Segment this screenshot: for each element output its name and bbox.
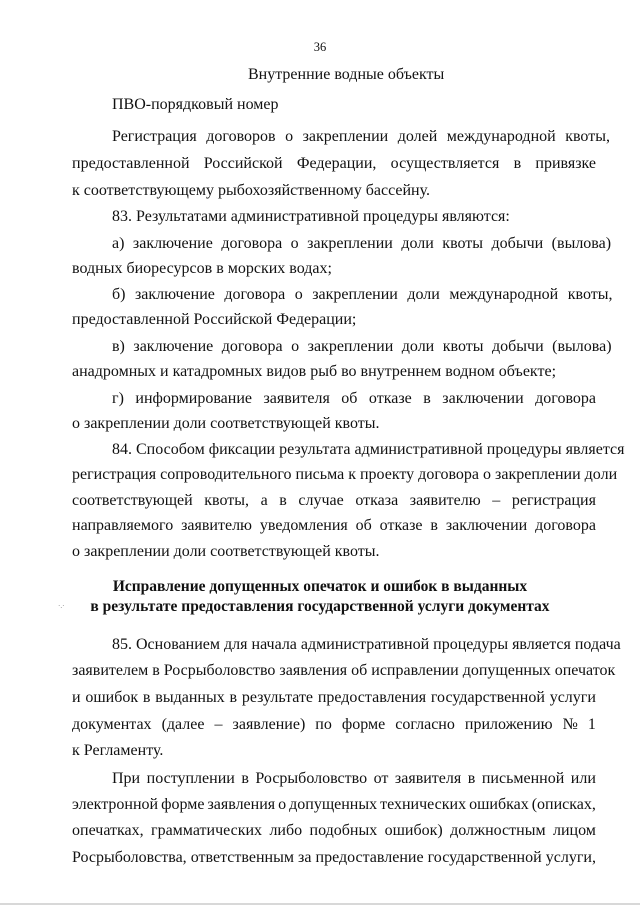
word: (описках, <box>531 796 596 813</box>
word: лицом <box>552 822 596 839</box>
word: за <box>298 849 312 866</box>
word: квоты, <box>204 492 249 509</box>
word: заявителю <box>181 517 253 534</box>
word: привязке <box>535 155 596 172</box>
word: от <box>373 770 389 787</box>
word: опечатках, <box>72 822 144 839</box>
word: При <box>112 770 141 787</box>
p84-line-5: о закреплении доли соответствующей квоты. <box>72 543 380 560</box>
word: о <box>278 796 287 813</box>
word: допущенных <box>289 796 378 813</box>
word: в <box>423 390 431 407</box>
word: заключении <box>442 390 524 407</box>
p85-line-1: 85. Основанием для начала административной процедуры является подача <box>112 636 621 653</box>
word: а <box>260 492 268 509</box>
word: в <box>513 155 522 172</box>
word: направляемого <box>72 517 174 534</box>
word: предоставления <box>317 689 427 706</box>
word: поступлении <box>146 770 235 787</box>
word: в <box>241 770 249 787</box>
word: Российской <box>203 155 283 172</box>
word: государственной <box>427 849 542 866</box>
p-last-line-2 <box>72 796 596 814</box>
word: заявителю <box>409 492 481 509</box>
word: Росрыболовство <box>255 770 368 787</box>
word: согласно <box>395 716 455 733</box>
word: выданных <box>155 689 225 706</box>
word: ошибок <box>85 689 139 706</box>
word: заключении <box>445 517 528 534</box>
word: должностным <box>450 822 546 839</box>
word: № <box>562 716 578 733</box>
word: приложению <box>464 716 553 733</box>
word: отказа <box>355 492 399 509</box>
word: услуги, <box>545 849 596 866</box>
p1-line-2 <box>72 155 596 173</box>
p1-line-3: к соответствующему рыбохозяйственному бассейну. <box>72 182 430 199</box>
word: технических <box>380 796 467 813</box>
word: информирование <box>135 390 252 407</box>
word: государственной <box>430 689 545 706</box>
subheading-line-1: Исправление допущенных опечаток и ошибок в выданных <box>112 578 528 595</box>
p84-line-4 <box>72 517 596 535</box>
p-last-line-4 <box>72 849 596 867</box>
word: форме <box>341 716 386 733</box>
word: отказе <box>379 517 423 534</box>
word: договора <box>535 517 596 534</box>
item-b-line-2: предоставленной Российской Федерации; <box>72 311 357 328</box>
p85-line-3 <box>72 689 596 707</box>
word: в <box>229 689 238 706</box>
word: либо <box>269 822 303 839</box>
word: ответственным <box>190 849 294 866</box>
word: в <box>142 689 151 706</box>
word: услуги <box>549 689 596 706</box>
word: заявление) <box>232 716 306 733</box>
word: об <box>355 517 372 534</box>
item-a-line-2: водных биоресурсов в морских водах; <box>72 260 332 277</box>
word: осуществляется <box>390 155 500 172</box>
word: регистрация <box>511 492 596 509</box>
item-b-line-1: б) заключение договора о закреплении доли международной квоты, <box>112 286 613 303</box>
p-last-line-3 <box>72 822 596 840</box>
item-g-line-2: о закреплении доли соответствующей квоты. <box>72 415 380 432</box>
word: заявления <box>207 796 276 813</box>
scan-speck: ·.· <box>58 602 65 610</box>
word: и <box>72 689 81 706</box>
word: в <box>430 517 438 534</box>
word: Росрыболовства, <box>72 849 187 866</box>
p84-line-1: 84. Способом фиксации результата административной процедуры является <box>112 441 625 458</box>
word: предоставленной <box>72 155 190 172</box>
word: грамматических <box>151 822 263 839</box>
word: Федерации, <box>296 155 377 172</box>
p1-line-1: Регистрация договоров о закреплении долей международной квоты, <box>112 128 610 145</box>
word: документах <box>72 716 152 733</box>
word: соответствующей <box>72 492 193 509</box>
word: г) <box>112 390 124 407</box>
word: – <box>492 492 501 509</box>
word: случае <box>298 492 344 509</box>
item-v-line-2: анадромных и катадромных видов рыб во внутреннем водном объекте; <box>72 363 557 380</box>
note-line: ПВО-порядковый номер <box>112 96 279 113</box>
p85-line-2: заявителем в Росрыболовство заявления об исправлении допущенных опечаток <box>72 662 616 679</box>
p85-line-5: к Регламенту. <box>72 742 164 759</box>
p84-line-3 <box>72 492 596 510</box>
word: (далее <box>161 716 205 733</box>
page-number: 36 <box>313 40 327 54</box>
word: форме <box>161 796 205 813</box>
word: в <box>467 770 476 787</box>
section-heading: Внутренние водные объекты <box>248 66 445 83</box>
word: письменной <box>481 770 565 787</box>
word: ошибок) <box>384 822 443 839</box>
word: ошибках <box>469 796 529 813</box>
word: уведомления <box>259 517 348 534</box>
item-v-line-1: в) заключение договора о закреплении доли квоты добычи (вылова) <box>112 338 612 355</box>
word: об <box>341 390 358 407</box>
word: договора <box>535 390 596 407</box>
p84-line-2: регистрация сопроводительного письма к проекту договора о закреплении доли <box>72 466 618 483</box>
word: в <box>279 492 287 509</box>
p-last-line-1 <box>112 770 596 788</box>
word: результате <box>241 689 314 706</box>
word: заявителя <box>394 770 462 787</box>
word: отказе <box>368 390 412 407</box>
word: подобных <box>309 822 378 839</box>
word: – <box>214 716 223 733</box>
word: заявителя <box>263 390 330 407</box>
item-a-line-1: а) заключение договора о закреплении доли квоты добычи (вылова) <box>112 235 612 252</box>
word: или <box>570 770 596 787</box>
word: 1 <box>587 716 596 733</box>
subheading-line-2: в результате предоставления государственной услуги документах <box>90 598 550 615</box>
word: электронной <box>72 796 159 813</box>
p85-line-4 <box>72 716 596 734</box>
word: по <box>315 716 332 733</box>
p83-line: 83. Результатами административной процедуры являются: <box>112 208 510 225</box>
word: предоставление <box>315 849 424 866</box>
item-g-line-1 <box>112 390 596 408</box>
